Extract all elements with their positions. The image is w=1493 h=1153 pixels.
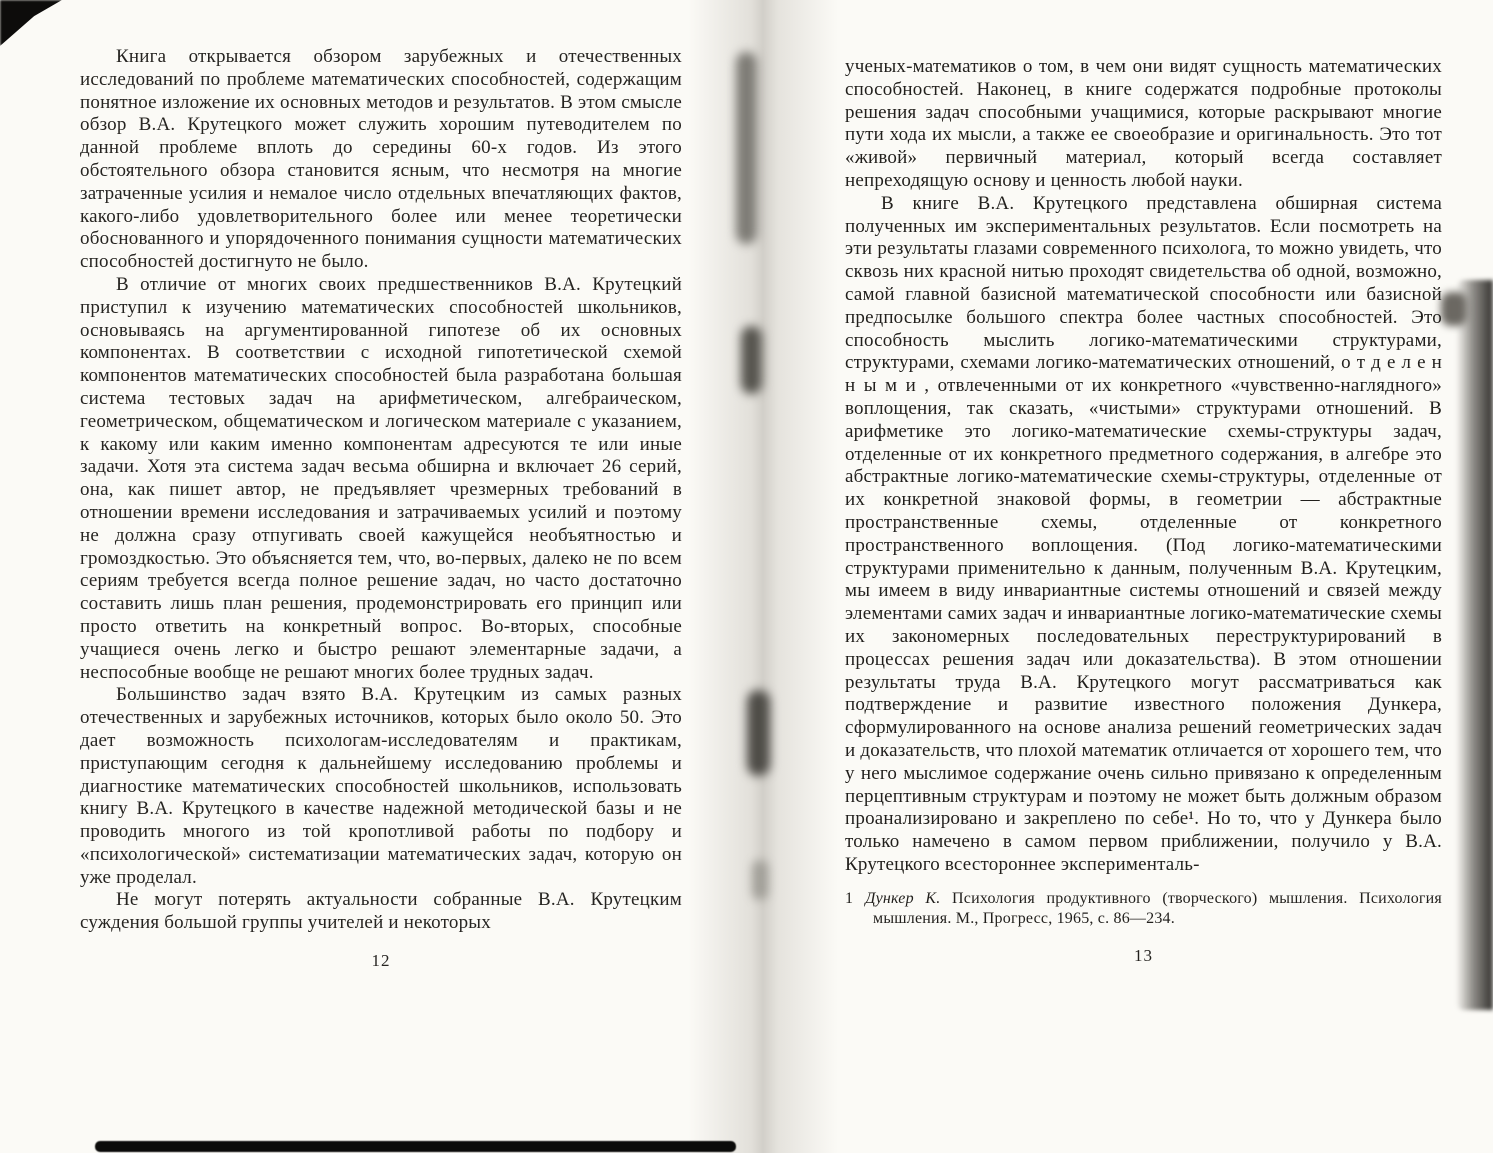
gutter-shadow-blob	[752, 860, 768, 900]
page-right	[845, 56, 1442, 967]
scan-artifact-top-left-corner	[0, 0, 62, 46]
book-gutter-shadow	[688, 0, 838, 1153]
paragraph: Не могут потерять актуальности собранные В.А. Крутецким суждения большой группы учителей и некоторых	[80, 889, 682, 934]
paragraph: Книга открывается обзором зарубежных и отечественных исследований по проблеме математических способностей, содержащим понятное изложение их основных методов и результатов. В этом смысле обзор В.А. Крутецкого может служить хорошим путеводителем по данной проблеме вплоть до середины 60-х годов. Из этого обстоятельного обзора становится ясным, что несмотря на многие затраченные усилия и немалое число отдельных впечатляющих фактов, какого-либо удовлетворительного более или менее теоретически обоснованного и упорядоченного понимания сущности математических способностей достигнуто не было.	[80, 46, 682, 273]
scan-artifact-bottom-bar	[95, 1141, 736, 1152]
footnote	[845, 889, 1442, 930]
gutter-shadow-blob	[741, 326, 762, 394]
paragraph: ученых-математиков о том, в чем они видят сущность математических способностей. Наконец, в книге содержатся подробные протоколы решения задач способными учащимися, которые раскрывают многие пути хода их мысли, а также ее своеобразие и оригинальность. Это тот «живой» первичный материал, который всегда составляет непреходящую основу и ценность любой науки.	[845, 56, 1442, 191]
page-left	[80, 46, 682, 973]
paragraph: В отличие от многих своих предшественников В.А. Крутецкий приступил к изучению математических способностей школьников, основываясь на аргументированной гипотезе об их основных компонентах. В соответствии с исходной гипотетической схемой компонентов математических способностей была разработана большая система тестовых задач на арифметическом, алгебраическом, геометрическом, общематическом и логическом материале с указанием, к какому или каким именно компонентам адресуются те или иные задачи. Хотя эта система задач весьма обширна и включает 26 серий, она, как пишет автор, не предъявляет чрезмерных требований в отношении времени исследования и затрачиваемых усилий и поэтому не должна сразу отпугивать своей кажущейся необъятностью и громоздкостью. Это объясняется тем, что, во-первых, далеко не по всем сериям требуется всегда полное решение задач, но часто достаточно составить лишь план решения, продемонстрировать его принцип или просто ответить на конкретный вопрос. Во-вторых, способные учащиеся очень легко и быстро решают элементарные задачи, а неспособные вообще не решают многих более трудных задач.	[80, 273, 682, 683]
footnote-author: Дункер К.	[865, 889, 941, 907]
scan-artifact-right-edge-blob	[1441, 292, 1467, 326]
page-number-right: 13	[1134, 945, 1153, 965]
paragraph: Большинство задач взято В.А. Крутецким из самых разных отечественных и зарубежных источников, которых было около 50. Это дает возможность психологам-исследователям и практикам, приступающим сегодня к дальнейшему исследованию проблемы и диагностике математических способностей школьников, использовать книгу В.А. Крутецкого в качестве надежной методической базы и не проводить многого из той кропотливой работы по подбору и «психологической» систематизации математических задач, которую он уже проделал.	[80, 684, 682, 888]
gutter-shadow-blob	[747, 690, 770, 776]
footnote-text: Психология продуктивного (творческого) мышления. Психология мышления. М., Прогресс, 1965, с. 86—234.	[873, 889, 1442, 928]
scan-artifact-right-edge	[1456, 280, 1493, 1010]
gutter-shadow-blob	[736, 52, 757, 244]
page-number-left: 12	[371, 951, 391, 971]
paragraph: В книге В.А. Крутецкого представлена обширная система полученных им экспериментальных результатов. Если посмотреть на эти результаты глазами современного психолога, то можно увидеть, что сквозь них красной нитью проходят свидетельства об одной, возможно, самой главной базисной математической способности или базисной предпосылке большого спектра более частных способностей. Это способность мыслить логико-математическими структурами, структурами, схемами логико-математических отношений, о т д е л е н н ы м и , отвлеченными от их конкретного «чувственно-наглядного» воплощения, так сказать, «чистыми» структурами отношений. В арифметике это логико-математические схемы-структуры задач, отделенные от их конкретного предметного содержания, в алгебре это абстрактные логико-математические схемы-структуры, отделенные от их конкретной знаковой формы, в геометрии — абстрактные пространственные схемы, отделенные от конкретного пространственного воплощения. (Под логико-математическими структурами применительно к данным, полученным В.А. Крутецким, мы имеем в виду инвариантные системы отношений и связей между элементами самих задач и инвариантные логико-математические схемы их закономерных последовательных переструктурирований в процессах решения задач или доказательства). В этом отношении результаты труда В.А. Крутецкого могут рассматриваться как подтверждение и развитие известного положения Дункера, сформулированного на основе анализа решений геометрических задач и доказательств, что плохой математик отличается от хорошего тем, что у него мыслимое содержание очень сильно привязано к определенным перцептивным структурам и поэтому не может быть должным образом проанализировано и закреплено по себе¹. Но то, что у Дункера было только намечено в самом первом приближении, получило у В.А. Крутецкого всестороннее эксперименталь-	[845, 192, 1442, 875]
footnote-marker: 1	[845, 889, 854, 907]
